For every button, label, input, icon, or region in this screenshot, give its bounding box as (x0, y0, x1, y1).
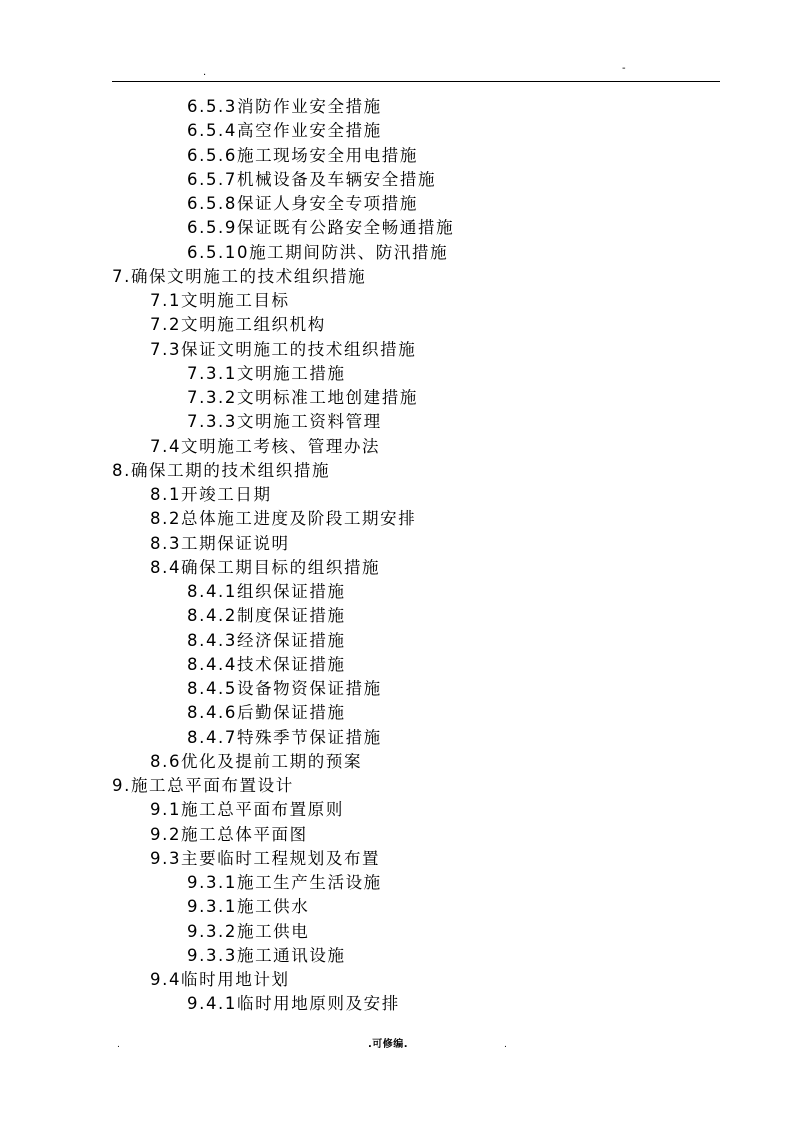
footer-text: .可修编. (368, 1039, 409, 1050)
toc-entry: 8.4确保工期目标的组织措施 (150, 557, 381, 577)
footer-left-mark: . (117, 1040, 120, 1050)
toc-entry: 6.5.8保证人身安全专项措施 (187, 194, 418, 213)
header-right-mark: - (622, 63, 626, 74)
toc-entry: 8.1开竣工日期 (150, 485, 272, 504)
toc-entry: 7.4文明施工考核、管理办法 (150, 436, 381, 456)
toc-entry: 6.5.9保证既有公路安全畅通措施 (187, 218, 455, 238)
toc-entry: 9.3.2施工供电 (187, 921, 310, 941)
toc-entry: 6.5.10施工期间防洪、防汛措施 (187, 242, 449, 262)
toc-entry: 6.5.4高空作业安全措施 (187, 121, 382, 141)
toc-entry: 7.1文明施工目标 (150, 291, 290, 310)
toc-entry: 8.2总体施工进度及阶段工期安排 (150, 509, 417, 529)
toc-entry: 9.3主要临时工程规划及布置 (150, 848, 381, 868)
toc-entry: 9.3.3施工通讯设施 (187, 945, 346, 965)
toc-entry: 9.1施工总平面布置原则 (150, 800, 344, 820)
toc-entry: 9.3.1施工供水 (187, 897, 310, 917)
toc-entry: 7.确保文明施工的技术组织措施 (112, 266, 367, 286)
toc-entry: 8.确保工期的技术组织措施 (112, 460, 331, 480)
toc-entry: 6.5.3消防作业安全措施 (187, 97, 382, 116)
toc-entry: 8.4.7特殊季节保证措施 (187, 727, 382, 747)
toc-entry: 9.4临时用地计划 (150, 970, 290, 989)
footer-right-mark: . (504, 1040, 507, 1050)
toc-entry: 7.3.3文明施工资料管理 (187, 412, 382, 432)
toc-entry: 9.4.1临时用地原则及安排 (187, 994, 400, 1014)
header-rule (112, 81, 720, 82)
toc-entry: 8.4.4技术保证措施 (187, 654, 346, 674)
toc-entry: 8.3工期保证说明 (150, 533, 290, 553)
table-of-contents (0, 95, 794, 1017)
toc-entry: 7.3.1文明施工措施 (187, 363, 346, 383)
toc-entry: 8.6优化及提前工期的预案 (150, 751, 363, 771)
toc-entry: 9.施工总平面布置设计 (112, 776, 294, 795)
toc-entry: 8.4.1组织保证措施 (187, 582, 346, 601)
toc-entry: 7.3保证文明施工的技术组织措施 (150, 339, 417, 359)
toc-entry: 8.4.3经济保证措施 (187, 630, 346, 650)
toc-entry: 9.3.1施工生产生活设施 (187, 873, 382, 892)
toc-entry: 6.5.6施工现场安全用电措施 (187, 145, 418, 165)
header-left-mark: . (203, 67, 207, 78)
toc-entry: 7.3.2文明标准工地创建措施 (187, 388, 418, 407)
toc-entry: 8.4.5设备物资保证措施 (187, 679, 382, 698)
toc-entry: 6.5.7机械设备及车辆安全措施 (187, 169, 437, 189)
toc-entry: 7.2文明施工组织机构 (150, 315, 326, 335)
toc-entry: 8.4.6后勤保证措施 (187, 703, 346, 723)
toc-entry: 8.4.2制度保证措施 (187, 606, 346, 626)
toc-entry: 9.2施工总体平面图 (150, 824, 308, 844)
